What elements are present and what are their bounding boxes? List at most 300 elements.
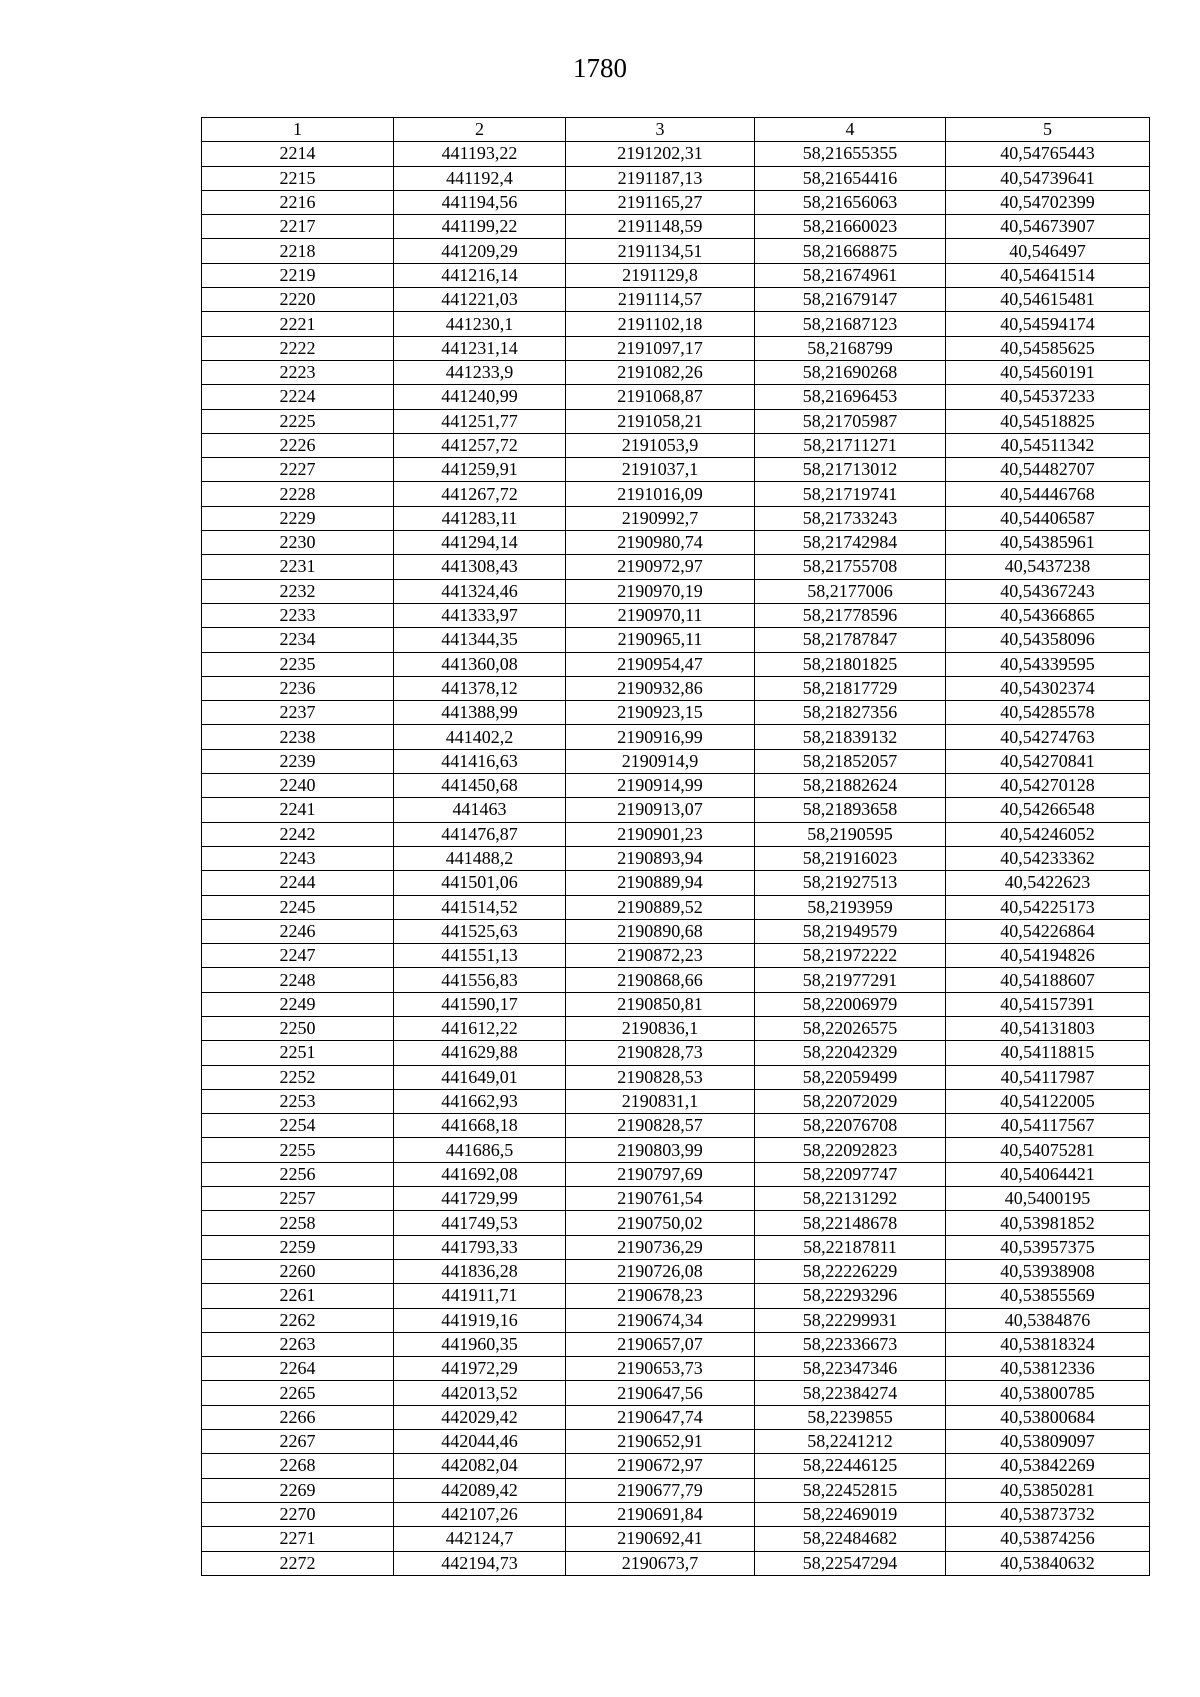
table-cell-col-3: 2190889,94 (566, 871, 755, 895)
table-cell-col-3: 2190828,53 (566, 1065, 755, 1089)
table-cell-col-3: 2190992,7 (566, 506, 755, 530)
table-cell-col-3: 2190677,79 (566, 1478, 755, 1502)
table-cell-col-1: 2220 (202, 288, 394, 312)
table-row (202, 239, 1150, 263)
table-cell-col-3: 2190797,69 (566, 1162, 755, 1186)
table-cell-col-5: 40,54594174 (946, 312, 1150, 336)
table-cell-col-3: 2190980,74 (566, 531, 755, 555)
table-cell-col-1: 2254 (202, 1114, 394, 1138)
table-cell-col-2: 441308,43 (394, 555, 566, 579)
table-cell-col-3: 2190750,02 (566, 1211, 755, 1235)
table-cell-col-2: 441257,72 (394, 433, 566, 457)
table-cell-col-5: 40,54225173 (946, 895, 1150, 919)
table-row (202, 288, 1150, 312)
table-cell-col-2: 441692,08 (394, 1162, 566, 1186)
table-cell-col-3: 2190914,9 (566, 749, 755, 773)
table-cell-col-3: 2191053,9 (566, 433, 755, 457)
table-cell-col-5: 40,54339595 (946, 652, 1150, 676)
table-cell-col-2: 441960,35 (394, 1332, 566, 1356)
table-cell-col-4: 58,21882624 (755, 774, 946, 798)
table-cell-col-1: 2240 (202, 774, 394, 798)
table-cell-col-5: 40,54274763 (946, 725, 1150, 749)
table-cell-col-1: 2271 (202, 1527, 394, 1551)
table-row (202, 1187, 1150, 1211)
table-row (202, 846, 1150, 870)
table-cell-col-2: 441919,16 (394, 1308, 566, 1332)
table-row (202, 531, 1150, 555)
table-cell-col-4: 58,22059499 (755, 1065, 946, 1089)
table-row (202, 458, 1150, 482)
table-row (202, 1041, 1150, 1065)
table-row (202, 579, 1150, 603)
table-cell-col-2: 441388,99 (394, 701, 566, 725)
table-cell-col-5: 40,54122005 (946, 1089, 1150, 1113)
table-cell-col-5: 40,54188607 (946, 968, 1150, 992)
table-cell-col-1: 2268 (202, 1454, 394, 1478)
table-cell-col-5: 40,53874256 (946, 1527, 1150, 1551)
table-cell-col-4: 58,21719741 (755, 482, 946, 506)
table-row (202, 385, 1150, 409)
table-cell-col-1: 2225 (202, 409, 394, 433)
table-cell-col-5: 40,53809097 (946, 1430, 1150, 1454)
table-cell-col-5: 40,54406587 (946, 506, 1150, 530)
table-cell-col-4: 58,22148678 (755, 1211, 946, 1235)
table-cell-col-4: 58,21656063 (755, 190, 946, 214)
table-cell-col-5: 40,5384876 (946, 1308, 1150, 1332)
table-cell-col-1: 2258 (202, 1211, 394, 1235)
table-cell-col-3: 2191148,59 (566, 215, 755, 239)
table-cell-col-2: 441686,5 (394, 1138, 566, 1162)
table-cell-col-3: 2191082,26 (566, 360, 755, 384)
table-cell-col-3: 2190647,74 (566, 1405, 755, 1429)
table-cell-col-1: 2238 (202, 725, 394, 749)
table-cell-col-2: 441251,77 (394, 409, 566, 433)
table-row (202, 336, 1150, 360)
table-cell-col-1: 2251 (202, 1041, 394, 1065)
table-cell-col-4: 58,22006979 (755, 992, 946, 1016)
table-cell-col-3: 2190923,15 (566, 701, 755, 725)
table-cell-col-4: 58,21916023 (755, 846, 946, 870)
table-cell-col-2: 441402,2 (394, 725, 566, 749)
table-cell-col-1: 2231 (202, 555, 394, 579)
table-cell-col-1: 2248 (202, 968, 394, 992)
table-cell-col-3: 2190828,73 (566, 1041, 755, 1065)
page-number: 1780 (573, 53, 627, 83)
table-cell-col-4: 58,21687123 (755, 312, 946, 336)
table-cell-col-4: 58,21817729 (755, 676, 946, 700)
table-cell-col-4: 58,21660023 (755, 215, 946, 239)
table-cell-col-3: 2190678,23 (566, 1284, 755, 1308)
table-cell-col-1: 2249 (202, 992, 394, 1016)
table-cell-col-1: 2247 (202, 944, 394, 968)
table-row (202, 1551, 1150, 1575)
table-cell-col-1: 2216 (202, 190, 394, 214)
table-cell-col-4: 58,21839132 (755, 725, 946, 749)
table-row (202, 628, 1150, 652)
table-row (202, 1211, 1150, 1235)
table-cell-col-1: 2260 (202, 1259, 394, 1283)
table-cell-col-5: 40,5400195 (946, 1187, 1150, 1211)
table-row (202, 482, 1150, 506)
table-cell-col-2: 441662,93 (394, 1089, 566, 1113)
table-cell-col-1: 2256 (202, 1162, 394, 1186)
table-cell-col-3: 2190850,81 (566, 992, 755, 1016)
table-cell-col-1: 2214 (202, 142, 394, 166)
table-cell-col-4: 58,21742984 (755, 531, 946, 555)
table-cell-col-4: 58,21949579 (755, 919, 946, 943)
table-row (202, 1016, 1150, 1040)
table-cell-col-5: 40,546497 (946, 239, 1150, 263)
table-cell-col-2: 441378,12 (394, 676, 566, 700)
table-cell-col-1: 2234 (202, 628, 394, 652)
table-cell-col-2: 442089,42 (394, 1478, 566, 1502)
table-cell-col-2: 441259,91 (394, 458, 566, 482)
table-cell-col-1: 2246 (202, 919, 394, 943)
table-cell-col-4: 58,22187811 (755, 1235, 946, 1259)
table-cell-col-1: 2265 (202, 1381, 394, 1405)
table-cell-col-2: 441233,9 (394, 360, 566, 384)
table-row (202, 1357, 1150, 1381)
table-row (202, 725, 1150, 749)
table-cell-col-5: 40,54064421 (946, 1162, 1150, 1186)
table-cell-col-2: 441324,46 (394, 579, 566, 603)
table-cell-col-2: 441344,35 (394, 628, 566, 652)
table-cell-col-1: 2270 (202, 1502, 394, 1526)
table-cell-col-4: 58,21679147 (755, 288, 946, 312)
table-cell-col-1: 2219 (202, 263, 394, 287)
table-cell-col-3: 2191068,87 (566, 385, 755, 409)
table-cell-col-1: 2269 (202, 1478, 394, 1502)
table-cell-col-5: 40,54385961 (946, 531, 1150, 555)
table-cell-col-5: 40,54518825 (946, 409, 1150, 433)
table-cell-col-3: 2190647,56 (566, 1381, 755, 1405)
table-cell-col-4: 58,22097747 (755, 1162, 946, 1186)
table-row (202, 749, 1150, 773)
table-cell-col-2: 441590,17 (394, 992, 566, 1016)
table-row (202, 190, 1150, 214)
table-cell-col-4: 58,22484682 (755, 1527, 946, 1551)
table-cell-col-3: 2190736,29 (566, 1235, 755, 1259)
table-cell-col-5: 40,54117567 (946, 1114, 1150, 1138)
table-cell-col-4: 58,22076708 (755, 1114, 946, 1138)
table-cell-col-2: 441612,22 (394, 1016, 566, 1040)
table-cell-col-5: 40,53842269 (946, 1454, 1150, 1478)
table-row (202, 798, 1150, 822)
table-cell-col-2: 442044,46 (394, 1430, 566, 1454)
table-cell-col-1: 2228 (202, 482, 394, 506)
table-cell-col-2: 441556,83 (394, 968, 566, 992)
table-row (202, 652, 1150, 676)
table-row (202, 871, 1150, 895)
table-cell-col-5: 40,54117987 (946, 1065, 1150, 1089)
table-cell-col-3: 2190653,73 (566, 1357, 755, 1381)
table-cell-col-3: 2190726,08 (566, 1259, 755, 1283)
table-cell-col-4: 58,21852057 (755, 749, 946, 773)
table-cell-col-4: 58,2190595 (755, 822, 946, 846)
table-row (202, 1454, 1150, 1478)
table-cell-col-3: 2190972,97 (566, 555, 755, 579)
table-cell-col-2: 441450,68 (394, 774, 566, 798)
table-cell-col-4: 58,2239855 (755, 1405, 946, 1429)
table-cell-col-3: 2191016,09 (566, 482, 755, 506)
table-cell-col-1: 2261 (202, 1284, 394, 1308)
table-row (202, 1502, 1150, 1526)
table-cell-col-5: 40,54358096 (946, 628, 1150, 652)
table-cell-col-3: 2190828,57 (566, 1114, 755, 1138)
table-row (202, 603, 1150, 627)
table-cell-col-1: 2224 (202, 385, 394, 409)
table-cell-col-4: 58,22092823 (755, 1138, 946, 1162)
table-cell-col-2: 441221,03 (394, 288, 566, 312)
table-cell-col-5: 40,54615481 (946, 288, 1150, 312)
table-cell-col-3: 2190901,23 (566, 822, 755, 846)
table-cell-col-3: 2191129,8 (566, 263, 755, 287)
table-cell-col-5: 40,54266548 (946, 798, 1150, 822)
table-cell-col-5: 40,54285578 (946, 701, 1150, 725)
table-cell-col-3: 2191097,17 (566, 336, 755, 360)
table-header-row (202, 118, 1150, 142)
table-cell-col-4: 58,21668875 (755, 239, 946, 263)
table-row (202, 215, 1150, 239)
table-cell-col-1: 2250 (202, 1016, 394, 1040)
table-cell-col-3: 2191202,31 (566, 142, 755, 166)
table-cell-col-4: 58,22131292 (755, 1187, 946, 1211)
table-cell-col-4: 58,22336673 (755, 1332, 946, 1356)
table-cell-col-3: 2190868,66 (566, 968, 755, 992)
table-cell-col-5: 40,53818324 (946, 1332, 1150, 1356)
table-cell-col-2: 441911,71 (394, 1284, 566, 1308)
table-cell-col-2: 442124,7 (394, 1527, 566, 1551)
table-row (202, 1065, 1150, 1089)
table-row (202, 895, 1150, 919)
table-cell-col-2: 441649,01 (394, 1065, 566, 1089)
table-cell-col-5: 40,53800684 (946, 1405, 1150, 1429)
table-cell-col-2: 442013,52 (394, 1381, 566, 1405)
table-cell-col-1: 2217 (202, 215, 394, 239)
table-row (202, 1405, 1150, 1429)
table-row (202, 1381, 1150, 1405)
table-cell-col-2: 441231,14 (394, 336, 566, 360)
table-cell-col-5: 40,54673907 (946, 215, 1150, 239)
table-cell-col-5: 40,54302374 (946, 676, 1150, 700)
table-cell-col-4: 58,21787847 (755, 628, 946, 652)
table-cell-col-4: 58,21778596 (755, 603, 946, 627)
table-cell-col-4: 58,22299931 (755, 1308, 946, 1332)
table-cell-col-2: 441216,14 (394, 263, 566, 287)
table-cell-col-3: 2190691,84 (566, 1502, 755, 1526)
table-cell-col-5: 40,54641514 (946, 263, 1150, 287)
table-cell-col-4: 58,21755708 (755, 555, 946, 579)
table-cell-col-2: 441488,2 (394, 846, 566, 870)
table-row (202, 992, 1150, 1016)
table-cell-col-1: 2218 (202, 239, 394, 263)
table-row (202, 555, 1150, 579)
table-cell-col-1: 2242 (202, 822, 394, 846)
table-cell-col-2: 441463 (394, 798, 566, 822)
table-cell-col-4: 58,21801825 (755, 652, 946, 676)
table-cell-col-2: 441836,28 (394, 1259, 566, 1283)
table-cell-col-2: 441416,63 (394, 749, 566, 773)
table-cell-col-3: 2190916,99 (566, 725, 755, 749)
table-cell-col-1: 2233 (202, 603, 394, 627)
table-cell-col-2: 441668,18 (394, 1114, 566, 1138)
table-cell-col-5: 40,54739641 (946, 166, 1150, 190)
table-cell-col-4: 58,21711271 (755, 433, 946, 457)
table-cell-col-1: 2229 (202, 506, 394, 530)
table-cell-col-1: 2235 (202, 652, 394, 676)
table-cell-col-1: 2243 (202, 846, 394, 870)
table-row (202, 968, 1150, 992)
table-cell-col-3: 2191037,1 (566, 458, 755, 482)
table-cell-col-4: 58,21696453 (755, 385, 946, 409)
column-header-4: 4 (755, 118, 946, 142)
table-cell-col-1: 2263 (202, 1332, 394, 1356)
table-cell-col-2: 441194,56 (394, 190, 566, 214)
column-header-1: 1 (202, 118, 394, 142)
table-cell-col-2: 441209,29 (394, 239, 566, 263)
table-cell-col-3: 2190672,97 (566, 1454, 755, 1478)
table-cell-col-2: 441294,14 (394, 531, 566, 555)
table-cell-col-3: 2190831,1 (566, 1089, 755, 1113)
table-row (202, 1284, 1150, 1308)
table-cell-col-5: 40,54270841 (946, 749, 1150, 773)
table-cell-col-1: 2241 (202, 798, 394, 822)
table-cell-col-5: 40,53957375 (946, 1235, 1150, 1259)
table-row (202, 1259, 1150, 1283)
table-row (202, 1332, 1150, 1356)
table-row (202, 263, 1150, 287)
table-cell-col-3: 2191102,18 (566, 312, 755, 336)
table-cell-col-5: 40,53873732 (946, 1502, 1150, 1526)
table-cell-col-1: 2259 (202, 1235, 394, 1259)
table-cell-col-3: 2190652,91 (566, 1430, 755, 1454)
table-cell-col-2: 442029,42 (394, 1405, 566, 1429)
table-cell-col-5: 40,54157391 (946, 992, 1150, 1016)
table-cell-col-3: 2190889,52 (566, 895, 755, 919)
table-cell-col-4: 58,22226229 (755, 1259, 946, 1283)
table-cell-col-4: 58,22547294 (755, 1551, 946, 1575)
table-row (202, 701, 1150, 725)
table-body (202, 142, 1150, 1576)
table-row (202, 166, 1150, 190)
table-cell-col-1: 2255 (202, 1138, 394, 1162)
column-header-5: 5 (946, 118, 1150, 142)
table-cell-col-3: 2190890,68 (566, 919, 755, 943)
table-cell-col-4: 58,22072029 (755, 1089, 946, 1113)
table-cell-col-5: 40,5437238 (946, 555, 1150, 579)
table-cell-col-5: 40,53981852 (946, 1211, 1150, 1235)
table-cell-col-5: 40,54226864 (946, 919, 1150, 943)
table-cell-col-3: 2191165,27 (566, 190, 755, 214)
table-cell-col-4: 58,21827356 (755, 701, 946, 725)
table-cell-col-3: 2190914,99 (566, 774, 755, 798)
table-cell-col-2: 441360,08 (394, 652, 566, 676)
table-row (202, 822, 1150, 846)
table-cell-col-5: 40,53855569 (946, 1284, 1150, 1308)
table-cell-col-5: 40,53812336 (946, 1357, 1150, 1381)
table-cell-col-4: 58,22469019 (755, 1502, 946, 1526)
table-cell-col-4: 58,21893658 (755, 798, 946, 822)
table-cell-col-2: 442107,26 (394, 1502, 566, 1526)
table-cell-col-5: 40,54446768 (946, 482, 1150, 506)
table-cell-col-3: 2190954,47 (566, 652, 755, 676)
table-row (202, 1527, 1150, 1551)
table-row (202, 1089, 1150, 1113)
table-cell-col-1: 2232 (202, 579, 394, 603)
table-cell-col-4: 58,22384274 (755, 1381, 946, 1405)
coordinates-table (201, 117, 1150, 1576)
table-cell-col-2: 441240,99 (394, 385, 566, 409)
table-cell-col-2: 441476,87 (394, 822, 566, 846)
table-cell-col-5: 40,54075281 (946, 1138, 1150, 1162)
table-cell-col-5: 40,54560191 (946, 360, 1150, 384)
table-row (202, 433, 1150, 457)
table-cell-col-5: 40,5422623 (946, 871, 1150, 895)
table-cell-col-4: 58,21674961 (755, 263, 946, 287)
table-cell-col-4: 58,21977291 (755, 968, 946, 992)
table-cell-col-3: 2190970,11 (566, 603, 755, 627)
table-cell-col-5: 40,54482707 (946, 458, 1150, 482)
table-cell-col-4: 58,22026575 (755, 1016, 946, 1040)
table-row (202, 1478, 1150, 1502)
table-cell-col-4: 58,22293296 (755, 1284, 946, 1308)
table-cell-col-2: 441267,72 (394, 482, 566, 506)
table-cell-col-3: 2190674,34 (566, 1308, 755, 1332)
table-cell-col-2: 441199,22 (394, 215, 566, 239)
table-cell-col-5: 40,54194826 (946, 944, 1150, 968)
table-cell-col-4: 58,21733243 (755, 506, 946, 530)
table-cell-col-4: 58,21705987 (755, 409, 946, 433)
table-cell-col-4: 58,21655355 (755, 142, 946, 166)
table-cell-col-5: 40,54367243 (946, 579, 1150, 603)
table-row (202, 1308, 1150, 1332)
table-cell-col-3: 2190692,41 (566, 1527, 755, 1551)
table-cell-col-4: 58,2168799 (755, 336, 946, 360)
table-cell-col-2: 442194,73 (394, 1551, 566, 1575)
table-cell-col-5: 40,53850281 (946, 1478, 1150, 1502)
table-cell-col-4: 58,22452815 (755, 1478, 946, 1502)
table-cell-col-2: 441729,99 (394, 1187, 566, 1211)
table-cell-col-1: 2223 (202, 360, 394, 384)
table-row (202, 312, 1150, 336)
table-cell-col-1: 2245 (202, 895, 394, 919)
table-cell-col-2: 441333,97 (394, 603, 566, 627)
table-cell-col-5: 40,54131803 (946, 1016, 1150, 1040)
table-cell-col-1: 2244 (202, 871, 394, 895)
table-cell-col-1: 2252 (202, 1065, 394, 1089)
table-cell-col-4: 58,2193959 (755, 895, 946, 919)
table-row (202, 142, 1150, 166)
table-cell-col-4: 58,22347346 (755, 1357, 946, 1381)
table-cell-col-1: 2222 (202, 336, 394, 360)
table-cell-col-1: 2272 (202, 1551, 394, 1575)
table-cell-col-2: 441283,11 (394, 506, 566, 530)
table-row (202, 1235, 1150, 1259)
table-row (202, 676, 1150, 700)
table-cell-col-5: 40,53938908 (946, 1259, 1150, 1283)
table-cell-col-3: 2191058,21 (566, 409, 755, 433)
column-header-3: 3 (566, 118, 755, 142)
table-cell-col-3: 2190893,94 (566, 846, 755, 870)
table-cell-col-1: 2239 (202, 749, 394, 773)
table-cell-col-1: 2262 (202, 1308, 394, 1332)
table-cell-col-4: 58,21927513 (755, 871, 946, 895)
table-cell-col-5: 40,53800785 (946, 1381, 1150, 1405)
table-cell-col-2: 441514,52 (394, 895, 566, 919)
table-cell-col-3: 2191114,57 (566, 288, 755, 312)
table-row (202, 360, 1150, 384)
table-cell-col-3: 2190761,54 (566, 1187, 755, 1211)
